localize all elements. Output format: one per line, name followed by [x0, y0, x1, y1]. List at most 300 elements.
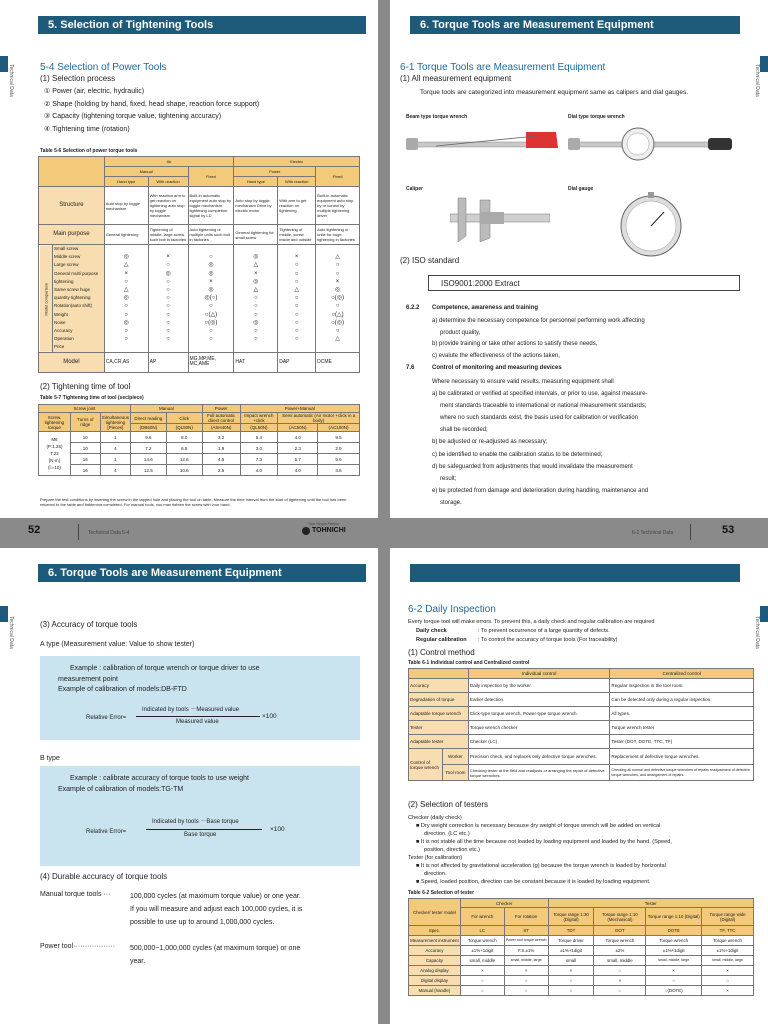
cell: Tightening of middle, screw inside and outside [278, 225, 316, 245]
fraction-bar [146, 829, 262, 830]
cell: small, middle, large [702, 956, 754, 966]
comparison-mark: ○ [166, 262, 170, 269]
spec-line: M6 [51, 437, 58, 442]
comparison-mark: ○ [166, 278, 170, 285]
text-line: If you will measure and adjust each 100,000 cycles, it is [130, 906, 303, 913]
comparison-mark: ○ [294, 270, 299, 277]
section-title: 6-2 Daily Inspection [408, 604, 496, 615]
spec-line: (P:1.25) [46, 444, 63, 449]
example-line: Example of calibration of models:DB-FTD [58, 686, 187, 693]
cell: × [460, 966, 504, 976]
cell: 8.0 [166, 432, 202, 443]
subsection-title: (1) Selection process [40, 74, 116, 83]
cell: × [702, 986, 754, 996]
subsection-title: (2) ISO standard [400, 256, 460, 265]
formula-lhs: Relative Error= [86, 715, 127, 721]
model-label: (AC100N) [318, 424, 360, 432]
col-hand-type: Hand type [104, 177, 148, 187]
cell: 6.7 [278, 454, 318, 465]
comparison-mark: ○ [166, 287, 170, 294]
model-label: (ASH40N) [202, 424, 240, 432]
row-label: Middle screw [53, 254, 81, 260]
clause-line: c) be identified to enable the calibration status to be determined; [432, 451, 603, 458]
daily-check-text: : To prevent occurrence of a large quantity of defects. [478, 628, 610, 634]
a-type-title: A type (Measurement value: Value to show tester) [40, 641, 195, 648]
section-header: 6. Torque Tools are Measurement Equipment [38, 564, 366, 582]
regular-calibration-text: : To control the accuracy of torque tools (For traceability) [478, 637, 618, 643]
marks-column [316, 245, 360, 353]
cell: F.S.±1% [504, 946, 548, 956]
row-label: Accuracy [409, 946, 461, 956]
comparison-mark: ○ [124, 278, 129, 285]
model-label: LC [460, 926, 504, 936]
comparison-mark: ○ [166, 295, 170, 302]
clause-number: 7.6 [406, 365, 415, 371]
page-55 [390, 548, 768, 1024]
col-sub: Torque range 1:10 (Mechanical) [594, 908, 646, 926]
comparison-mark: ◎ [123, 254, 129, 261]
model-label: (QL50N) [166, 424, 202, 432]
row-model-comparison: Model comparison [39, 245, 53, 353]
comparison-mark: ○ [124, 328, 129, 335]
col-click: Click [166, 413, 202, 424]
row-label: Price [53, 344, 65, 350]
subsection-title: (1) All measurement equipment [400, 74, 512, 83]
marks-column [234, 245, 278, 353]
cell: Replacement of defective torque wrenches. [610, 749, 754, 765]
comparison-mark: ○(◎) [204, 319, 218, 326]
cell: Built-in automatic equipment auto stop by or control by multiple tightening driver [316, 187, 360, 225]
col-checker: Checker [460, 899, 548, 908]
cell: ○ [646, 976, 702, 986]
side-tab [0, 606, 8, 622]
row-label: Weight [53, 311, 68, 317]
beam-wrench-image [406, 128, 566, 160]
col-sub: Torque range 1:10 (Digital) [646, 908, 702, 926]
cell: ±1%+1digit [548, 946, 594, 956]
process-item: ② Shape (holding by hand, fixed, head shape, reaction force support) [44, 100, 260, 108]
col-centralized: Centralized control [610, 669, 754, 679]
clause-line: b) provide training or take other actions to satisfy these needs, [432, 341, 598, 347]
row-label: Large screw [53, 262, 79, 268]
cell: 4 [100, 443, 130, 454]
iso-box: ISO9001:2000 Extract [428, 275, 740, 291]
cell: 16 [70, 465, 100, 476]
comparison-mark: ◎ [165, 270, 171, 277]
b-type-title: B type [40, 755, 60, 762]
col-manual: Manual [104, 167, 188, 177]
cell: × [504, 966, 548, 976]
manual-label: Manual torque tools ··· [40, 891, 111, 898]
row-label: General multi purpose tightening [53, 270, 99, 284]
col-fixed: Fixed [188, 167, 234, 187]
cell: 9.5 [318, 432, 360, 443]
cell: Torque wrench tester [610, 721, 754, 735]
col-simultaneous: Simultaneous tightening [Pieces] [101, 414, 129, 430]
spec-line: (l:=10) [48, 465, 61, 470]
cell: Can be detected only during a regular inspection. [610, 693, 754, 707]
cell: 2.9 [318, 443, 360, 454]
row-sublabel: Worker [442, 749, 468, 765]
marks-column [278, 245, 316, 353]
comparison-mark: ○ [254, 336, 258, 343]
cell: Auto stop by toggle mechanism Drive by electric motor [234, 187, 278, 225]
clause-line: shall be recorded; [440, 427, 488, 434]
model-label: TDT [548, 926, 594, 936]
cell: 9.6 [131, 432, 167, 443]
col-semi-automatic: Semi automatic (Air motor +click in a body) [278, 413, 360, 424]
cell: Checking all normal and defective torque wrenches of repairs readjustment of defective torque wrenches, and arrangement of repairs. [610, 765, 754, 781]
comparison-mark: ○ [166, 336, 170, 343]
image-label: Caliper [406, 186, 423, 192]
cell: 1.9 [202, 443, 240, 454]
image-label: Beam type torque wrench [406, 114, 468, 120]
comparison-mark: ○ [166, 328, 170, 335]
col-power: Power [234, 167, 316, 177]
clause-line: b) be adjusted or re-adjusted as necessary; [432, 439, 548, 446]
cell: General tightening [104, 225, 148, 245]
section-header: 6. Torque Tools are Measurement Equipment [410, 16, 740, 34]
col-sub: Torque range 1:30 (Digital) [548, 908, 594, 926]
daily-check-label: Daily check [416, 628, 447, 634]
text-line: 500,000~1,000,000 cycles (at maximum torque) or one [130, 945, 301, 952]
subsection-title: (4) Durable accuracy of torque tools [40, 872, 168, 881]
row-label: Adaptable torque wrench [409, 707, 469, 721]
model-label: DOT [594, 926, 646, 936]
formula-numerator: Indicated by tools －Base torque [152, 819, 239, 825]
example-line: Example : calibration of torque wrench or torque driver to use [70, 665, 260, 672]
row-label: Control of torque wrench [409, 749, 443, 781]
cell: small [548, 956, 594, 966]
cell: Precision check, and replaces only defective torque wrenches. [468, 749, 610, 765]
row-label: Accuracy [409, 679, 469, 693]
table-corner [409, 669, 469, 679]
model-label: (AC50N) [278, 424, 318, 432]
cell: ○ [594, 986, 646, 996]
cell: CA,CR,AS [104, 352, 148, 372]
cell: ○ [594, 966, 646, 976]
p53-footer-strip [390, 506, 768, 518]
model-label: (DB60N) [131, 424, 167, 432]
comparison-mark: ○ [254, 295, 258, 302]
clause-title: Competence, awareness and training [432, 305, 539, 311]
formula-numerator: Indicated by tools －Measured value [142, 707, 240, 713]
comparison-mark: ○(△) [331, 311, 344, 318]
comparison-mark: △ [294, 287, 299, 294]
comparison-mark: ○ [294, 295, 299, 302]
cell: MG,MP,ME, MC,AME [188, 352, 234, 372]
cell: ±1%+1digit [460, 946, 504, 956]
cell: × [548, 966, 594, 976]
bullet-line: ■ It is not affected by gravitational acceleration (g) because the torque wrench is loaded by horizontal [416, 863, 666, 869]
regular-calibration-label: Regular calibration [416, 637, 467, 643]
comparison-row-labels [52, 245, 104, 353]
comparison-mark: ○ [294, 336, 299, 343]
clause-title: Control of monitoring and measuring devices [432, 365, 562, 371]
cell: With reaction arm to get reaction on tightening auto stop by toggle mechanism [148, 187, 188, 225]
comparison-mark: ○ [294, 319, 299, 326]
table-corner: Checker/ tester model [409, 899, 461, 926]
example-line: measurement point [58, 675, 118, 683]
row-label: Small screw [53, 246, 79, 251]
b-type-example [58, 774, 249, 795]
clause-line: e) be protected from damage and deterioration during handling, maintenance and [432, 487, 649, 494]
comparison-mark: △ [253, 262, 259, 269]
cell: 3.6 [318, 465, 360, 476]
comparison-mark: ○ [294, 262, 299, 269]
text-line: 100,000 cycles (at maximum torque value) or one year. [130, 893, 301, 900]
cell: 7.2 [131, 443, 167, 454]
cell: × [646, 966, 702, 976]
cell: small, middle [460, 956, 504, 966]
comparison-mark: ○(◎) [331, 295, 344, 302]
clause-number: 6.2.2 [406, 305, 420, 311]
text-line: year. [130, 958, 146, 965]
fraction-bar [136, 716, 260, 717]
cell: Torque wrench checker [468, 721, 610, 735]
table-caption: Table 5-7 Tightening time of tool (sec/piece) [40, 395, 144, 401]
side-tab [760, 606, 768, 622]
a-type-example [58, 664, 260, 696]
formula-lhs: Relative Error= [86, 829, 127, 835]
col-with-reaction: With reaction [148, 177, 188, 187]
col-impact-wrench: Impact wrench +click [240, 413, 278, 424]
image-label: Dial type torque wrench [568, 114, 625, 120]
caliper-image [450, 196, 550, 244]
col-with-reaction: With reaction [278, 177, 316, 187]
process-item: ③ Capacity (tightening torque value, tightening accuracy) [44, 113, 222, 120]
cell: ○ [504, 986, 548, 996]
comparison-mark: ○ [254, 311, 258, 318]
comparison-mark: ○ [209, 336, 213, 343]
col-full-automatic: Full automatic direct control [202, 413, 240, 424]
clause-line: product quality, [440, 329, 481, 336]
cell: ○ [548, 986, 594, 996]
selection-process-list [44, 86, 259, 136]
cell: General tightening for small screw [234, 225, 278, 245]
cell: ○ [702, 976, 754, 986]
row-label: Rotation(auto shift) [53, 303, 92, 309]
section-header-bar [410, 564, 740, 582]
cell: AP [148, 352, 188, 372]
power-label: Power tool·················· [40, 943, 116, 950]
formula-denominator: Base torque [184, 832, 217, 838]
bullet-line: direction. [424, 871, 447, 877]
comparison-mark: △ [253, 287, 259, 294]
cell: ○ [460, 986, 504, 996]
col-hand-type: Hand type [234, 177, 278, 187]
page-52 [0, 0, 378, 506]
comparison-mark: ○(△) [204, 311, 218, 318]
col-turns: Turns of ridge [70, 413, 100, 432]
clause-76-items [432, 376, 648, 506]
cell: 4.0 [240, 465, 278, 476]
power-tools-table [38, 156, 360, 373]
cell: Power tool torque wrench [504, 936, 548, 946]
tightening-time-table [38, 404, 360, 476]
cell: ±1%+1digit [702, 946, 754, 956]
comparison-mark: ○ [209, 303, 213, 310]
cell: Checker (LC) [468, 735, 610, 749]
control-method-table [408, 668, 754, 781]
cell: 5.4 [240, 432, 278, 443]
row-label: Capacity [409, 956, 461, 966]
comparison-mark: ○ [209, 254, 213, 261]
brand-logo-icon [302, 527, 310, 535]
cell: Tester (DOT, DOTE, TTC, TF) [610, 735, 754, 749]
cell: Torque driver [548, 936, 594, 946]
side-label: Technical Data [8, 616, 14, 649]
cell: 7.3 [240, 454, 278, 465]
comparison-mark: ◎ [123, 319, 129, 326]
row-model: Model [39, 352, 105, 372]
col-sub: For wrench [460, 908, 504, 926]
section-header: 5. Selection of Tightening Tools [38, 16, 366, 34]
clause-line: where no such standards exist, the basis used for calibration or verification [440, 415, 639, 422]
formula-multiplier: ×100 [262, 713, 277, 720]
cell: HAT [234, 352, 278, 372]
comparison-mark: ◎ [253, 278, 259, 285]
cell: ±2% [594, 946, 646, 956]
p52-footer-strip [0, 506, 378, 518]
bullet-line: ■ Dry weight correction is necessary because dry weight of torque wrench will be added on vertical [416, 823, 661, 829]
col-manual: Manual [131, 405, 203, 413]
comparison-mark: ○ [166, 319, 170, 326]
comparison-mark: ◎ [208, 287, 214, 294]
dial-wrench-image [568, 124, 738, 164]
col-individual: Individual control [468, 669, 610, 679]
clause-line: Where necessary to ensure valid results, measuring equipment shall [432, 379, 614, 385]
cell: Regular inspection in the tool room. [610, 679, 754, 693]
comparison-mark: ○ [335, 262, 340, 269]
comparison-mark: △ [335, 254, 340, 261]
subsection-title: (3) Accuracy of torque tools [40, 620, 138, 629]
cell: 4.0 [278, 465, 318, 476]
tester-heading: Tester (for calibration) [408, 855, 463, 861]
spec-line: [N·m] [48, 458, 60, 463]
table-note: Prepare the test conditions by inserting the screw in the tapped hole and placing the tool on table. Measure the time interval from the start of tightening until the tool has been returned to the table and tightening completed. For manual tools, you may tighten the screw with your hand. [40, 497, 347, 506]
cell: 12.5 [131, 465, 167, 476]
cell: DAP [278, 352, 316, 372]
cell: 5.6 [318, 454, 360, 465]
table-caption: Table 6-2 Selection of tester [408, 890, 475, 896]
cell: 12.6 [166, 454, 202, 465]
clause-line: d) be safeguarded from adjustments that would invalidate the measurement [432, 463, 633, 470]
row-label: Degradation of torque [409, 693, 469, 707]
bullet-line: direction. (LC etc.) [424, 831, 470, 837]
footer-label: 6-1 Technical Data [632, 530, 674, 536]
table-caption: Table 6-1 Individual control and Centralized control [408, 660, 530, 666]
comparison-mark: ◎ [334, 287, 341, 294]
cell: With arm to get reaction on tightening [278, 187, 316, 225]
image-label: Dial gauge [568, 186, 594, 192]
footer-divider [78, 524, 79, 540]
comparison-mark: ○(◎) [331, 319, 344, 326]
model-label: ST [504, 926, 548, 936]
side-label: Technical Data [754, 64, 760, 97]
comparison-mark: ○ [335, 270, 340, 277]
footer-label: Technical Data 5-4 [88, 530, 130, 536]
comparison-mark: ○ [294, 328, 299, 335]
comparison-mark: ○ [335, 303, 340, 310]
manual-text [130, 890, 362, 929]
cell: 3.0 [240, 443, 278, 454]
cell: 10 [70, 432, 100, 443]
model-label: (QL50N) [240, 424, 278, 432]
process-item: ① Power (air, electric, hydraulic) [44, 88, 145, 95]
side-label: Technical Data [754, 616, 760, 649]
cell: Torque wrench [646, 936, 702, 946]
row-label: Manual (handle) [409, 986, 461, 996]
comparison-mark: ○ [254, 328, 258, 335]
col-air: Air [104, 157, 234, 167]
footer-divider [690, 524, 691, 540]
cell: Torque wrench [702, 936, 754, 946]
row-structure: Structure [39, 187, 105, 225]
comparison-mark: ◎ [253, 254, 259, 261]
comparison-mark: ○ [294, 303, 299, 310]
clause-line: result; [440, 475, 457, 482]
cell: 16 [70, 454, 100, 465]
cell: 3.2 [202, 432, 240, 443]
model-label: DOTE [646, 926, 702, 936]
cell: All types. [610, 707, 754, 721]
side-label: Technical Data [8, 64, 14, 97]
cell: 4.0 [278, 432, 318, 443]
comparison-mark: ◎ [208, 262, 214, 269]
cell: ○ [504, 976, 548, 986]
cell: Daily inspection by the worker. [468, 679, 610, 693]
comparison-mark: ◎(○) [204, 295, 218, 302]
marks-column [104, 245, 148, 353]
section-title: 6-1 Torque Tools are Measurement Equipment [400, 62, 606, 73]
comparison-mark: × [124, 270, 128, 277]
col-direct-reading: Direct reading [131, 413, 167, 424]
marks-column [188, 245, 234, 353]
cell: small, middle [594, 956, 646, 966]
page-number: 52 [28, 524, 41, 536]
row-main-purpose: Main purpose [39, 225, 105, 245]
power-text [130, 942, 300, 968]
model-label: TF, TTC [702, 926, 754, 936]
page-54 [0, 548, 378, 1024]
cell: small, middle, large [504, 956, 548, 966]
formula-denominator: Measured value [176, 719, 219, 725]
marks-column [148, 245, 188, 353]
cell: Auto tightening or multiple units such bolt in factories [188, 225, 234, 245]
comparison-mark: ○ [166, 303, 170, 310]
subsection-title: (2) Tightening time of tool [40, 382, 131, 391]
side-tab [760, 56, 768, 72]
subsection-title: (1) Control method [408, 648, 475, 657]
spec-line: T:22 [50, 451, 59, 456]
formula-multiplier: ×100 [270, 826, 285, 833]
example-line: Example : calibrate accuracy of torque tools to use weight [70, 775, 249, 782]
table-corner [39, 157, 105, 187]
row-label: Analog display [409, 966, 461, 976]
clause-622-items [432, 316, 645, 362]
cell: 14.6 [131, 454, 167, 465]
comparison-mark: △ [335, 336, 340, 343]
col-electric: Electric [234, 157, 360, 167]
checker-heading: Checker (daily check) [408, 815, 462, 821]
brand-tagline: Your Torque Partner [308, 522, 340, 526]
col-power-manual: Power+Manual [240, 405, 359, 413]
comparison-mark: ◎ [253, 319, 259, 326]
row-label: Accuracy [53, 328, 73, 334]
bullet-line: ■ Speed, loaded position, direction can be constant because it is loaded by loading equipment. [416, 879, 651, 885]
section-title: 5-4 Selection of Power Tools [40, 62, 167, 73]
